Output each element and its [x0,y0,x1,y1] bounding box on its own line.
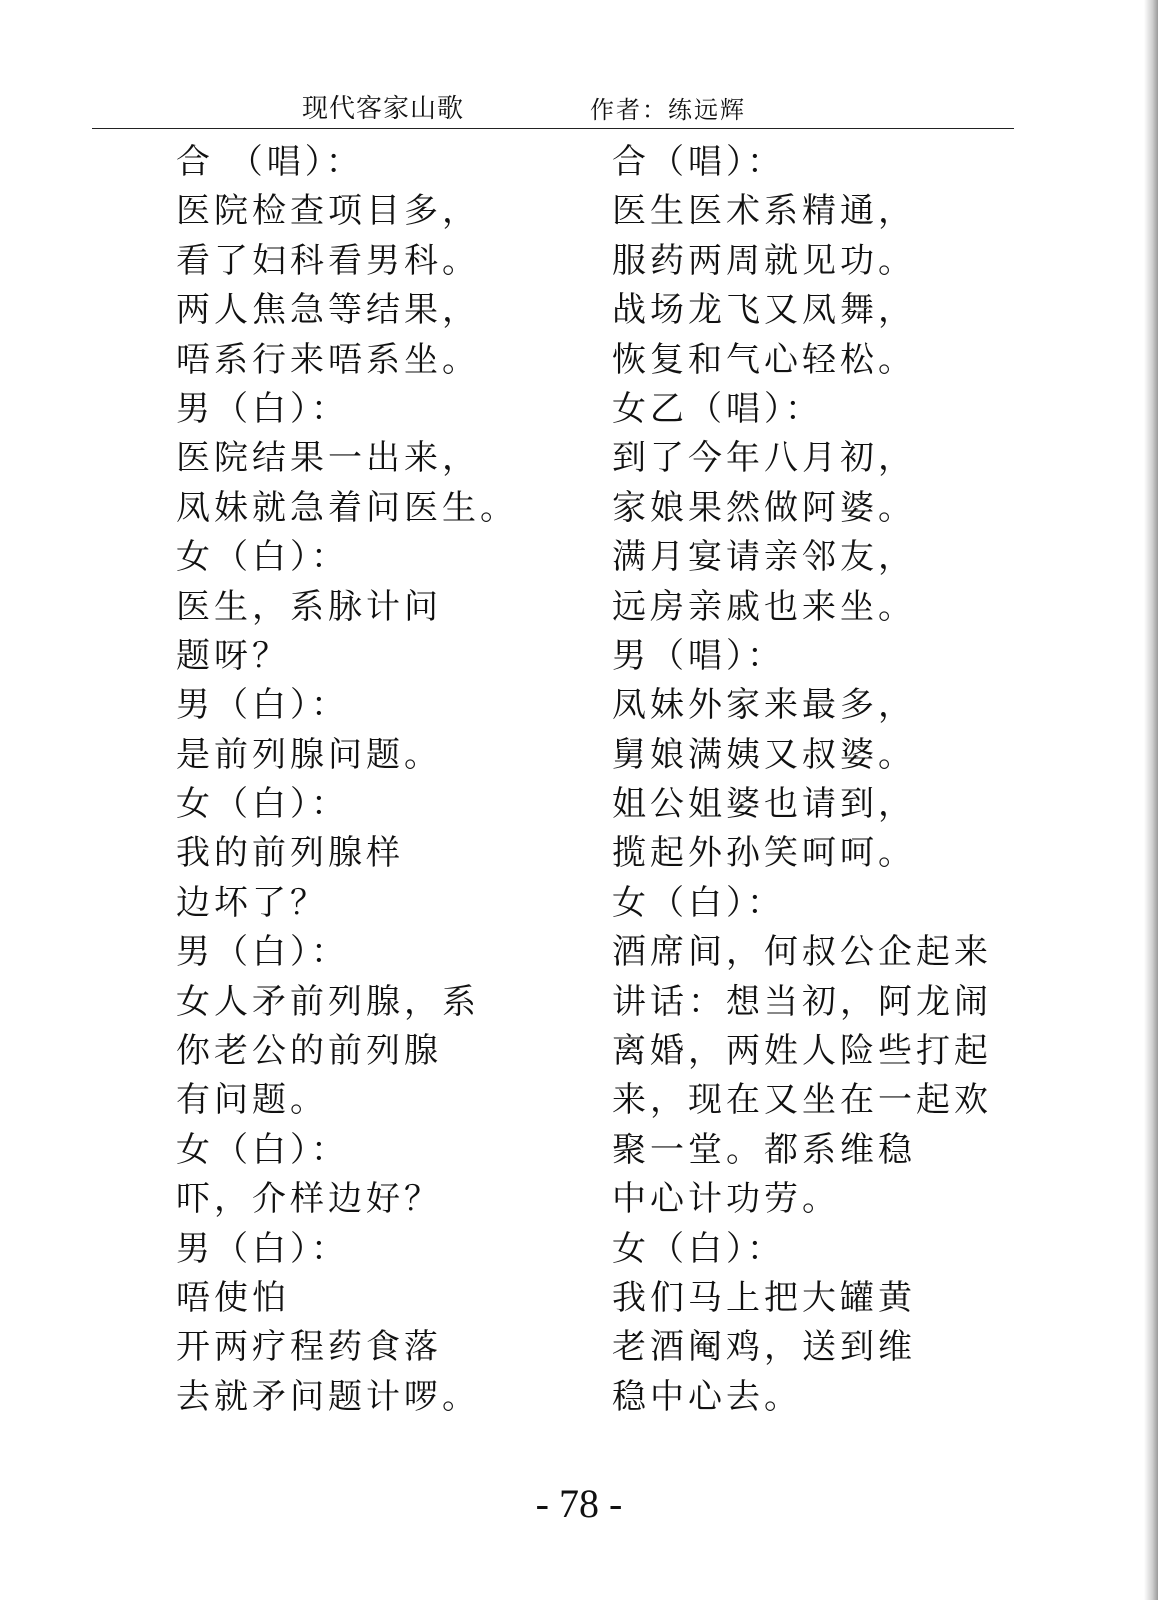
text-line: 凤妹外家来最多， [612,685,916,726]
text-line: 酒席间，何叔公企起来 [612,932,992,973]
text-line: 边坏了？ [176,882,328,923]
text-line: 男（白）： [176,685,349,726]
text-line: 女（白）： [176,1129,349,1170]
text-line: 你老公的前列腺 [176,1031,442,1072]
text-line: 离婚，两姓人险些打起 [612,1031,992,1072]
text-line: 来，现在又坐在一起欢 [612,1080,992,1121]
text-line: 姐公姐婆也请到， [612,784,916,825]
text-line: 战场龙飞又凤舞， [612,290,916,331]
text-line: 开两疗程药食落 [176,1327,442,1368]
right-column [612,138,1012,1422]
text-line: 女（白）： [612,1228,785,1269]
text-line: 讲话：想当初，阿龙闹 [612,981,992,1022]
text-line: 医院结果一出来， [176,438,480,479]
book-title: 现代客家山歌 [302,94,465,124]
text-line: 凤妹就急着问医生。 [176,487,518,528]
text-line: 男（白）： [176,1228,349,1269]
text-line: 医生医术系精通， [612,191,916,232]
text-line: 两人焦急等结果， [176,290,480,331]
text-line: 到了今年八月初， [612,438,916,479]
text-line: 远房亲戚也来坐。 [612,586,916,627]
text-line: 医生，系脉计问 [176,586,442,627]
text-line: 去就矛问题计啰。 [176,1376,480,1417]
text-line: 聚一堂。都系维稳 [612,1129,916,1170]
text-line: 女乙（唱）： [612,388,823,429]
text-line: 我们马上把大罐黄 [612,1277,916,1318]
text-line: 有问题。 [176,1080,328,1121]
text-line: 稳中心去。 [612,1376,802,1417]
text-line: 我的前列腺样 [176,833,404,874]
left-column [176,138,616,1422]
text-line: 题呀？ [176,635,290,676]
page-header [92,88,1014,129]
text-line: 唔使怕 [176,1277,290,1318]
text-line: 女（白）： [612,882,785,923]
text-line: 舅娘满姨又叔婆。 [612,734,916,775]
text-line: 揽起外孙笑呵呵。 [612,833,916,874]
page-edge-shadow [1144,0,1158,1600]
text-line: 医院检查项目多， [176,191,480,232]
text-line: 女人矛前列腺，系 [176,981,480,1022]
text-line: 唔系行来唔系坐。 [176,339,480,380]
text-line: 男（白）： [176,932,349,973]
text-line: 老酒阉鸡，送到维 [612,1327,916,1368]
text-line: 中心计功劳。 [612,1179,840,1220]
text-line: 吓，介样边好？ [176,1179,442,1220]
text-line: 恢复和气心轻松。 [612,339,916,380]
text-line: 男（白）： [176,388,349,429]
text-line: 服药两周就见功。 [612,240,916,281]
text-line: 是前列腺问题。 [176,734,442,775]
text-line: 女（白）： [176,784,349,825]
text-line: 女（白）： [176,537,349,578]
author-credit: 作者：练远辉 [590,96,746,124]
page-number: - 78 - [535,1481,623,1526]
text-line: 合（唱）： [612,142,785,182]
text-line: 合 （唱）： [176,142,364,182]
text-line: 满月宴请亲邻友， [612,537,916,578]
text-line: 男（唱）： [612,635,785,676]
text-line: 家娘果然做阿婆。 [612,487,916,528]
text-line: 看了妇科看男科。 [176,240,480,281]
